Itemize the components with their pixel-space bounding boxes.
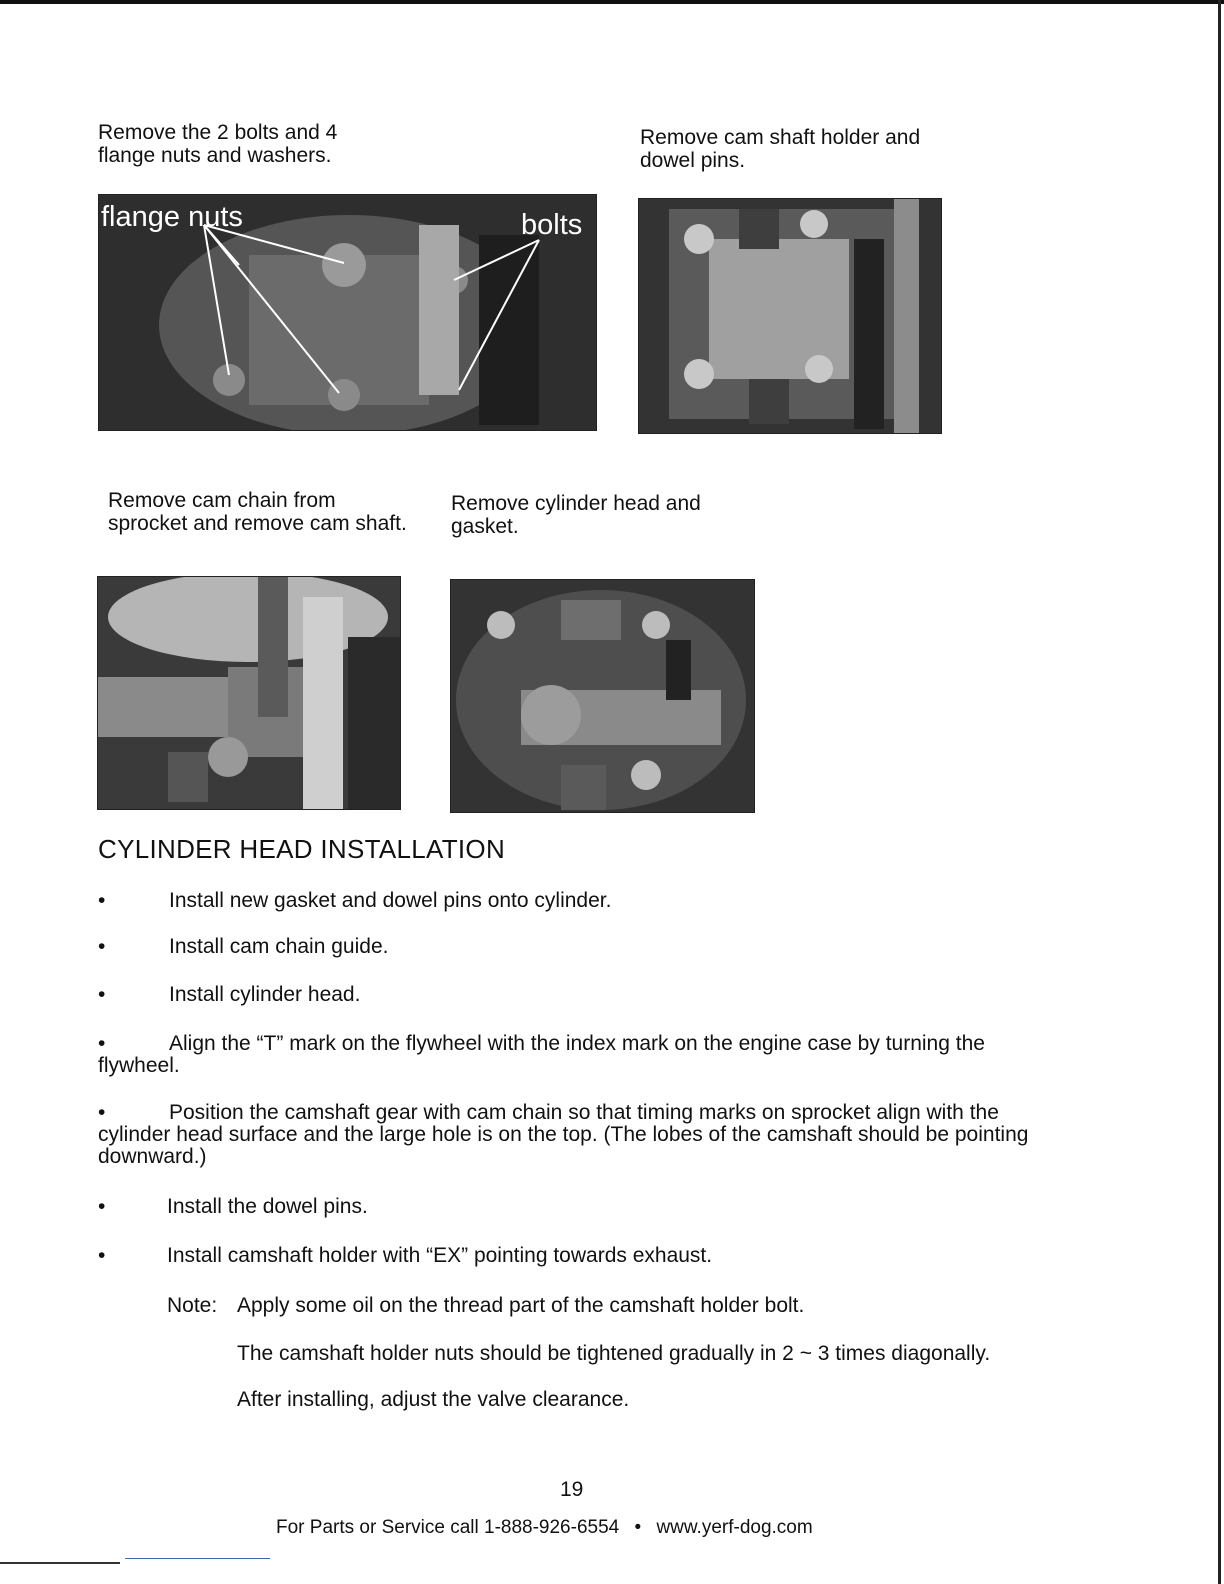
note-label: Note: bbox=[167, 1294, 218, 1317]
bottom-left-scan-mark bbox=[0, 1562, 120, 1564]
footer-separator: • bbox=[634, 1517, 642, 1538]
step-text: Align the “T” mark on the flywheel with the index mark on the engine case by turning the flywheel. bbox=[98, 1032, 985, 1077]
photo-caption-2: Remove cam shaft holder and dowel pins. bbox=[640, 126, 921, 172]
footer-parts-text: For Parts or Service call 1-888-926-6554 bbox=[276, 1517, 620, 1538]
step-text: Install camshaft holder with “EX” pointing towards exhaust. bbox=[167, 1244, 713, 1267]
footer-website-link[interactable]: www.yerf-dog.com bbox=[656, 1517, 813, 1538]
photo-flange-nuts-bolts bbox=[98, 194, 597, 431]
right-border-line bbox=[1218, 0, 1221, 1584]
step-text: Install cam chain guide. bbox=[169, 935, 389, 958]
note-line-2: The camshaft holder nuts should be tightened gradually in 2 ~ 3 times diagonally. bbox=[237, 1342, 991, 1365]
top-border-line bbox=[0, 0, 1224, 4]
photo-caption-4: Remove cylinder head and gasket. bbox=[451, 492, 701, 538]
photo-cam-shaft-holder bbox=[638, 198, 942, 434]
bullet-dot: • bbox=[98, 889, 106, 912]
bullet-dot: • bbox=[98, 935, 106, 958]
label-bolts: bolts bbox=[521, 209, 583, 241]
photo-cylinder-head-removal bbox=[450, 579, 755, 813]
photo-caption-3: Remove cam chain from sprocket and remove cam shaft. bbox=[108, 489, 407, 535]
step-5 bbox=[98, 1102, 1058, 1168]
step-text: Install new gasket and dowel pins onto cylinder. bbox=[169, 889, 612, 912]
page-number: 19 bbox=[560, 1478, 584, 1501]
step-text: Install cylinder head. bbox=[169, 983, 361, 1006]
label-flange-nuts: flange nuts bbox=[101, 201, 243, 233]
bullet-dot: • bbox=[98, 1101, 106, 1124]
bottom-left-scan-mark-2 bbox=[125, 1558, 270, 1559]
bullet-dot: • bbox=[98, 1032, 106, 1055]
bullet-dot: • bbox=[98, 983, 106, 1006]
step-text: Install the dowel pins. bbox=[167, 1195, 368, 1218]
step-text: Position the camshaft gear with cam chain so that timing marks on sprocket align with the cylinder head surface and the large hole is on the top. (The lobes of the camshaft should be pointing downward.) bbox=[98, 1101, 1029, 1168]
note-line-3: After installing, adjust the valve clearance. bbox=[237, 1388, 630, 1411]
section-title: CYLINDER HEAD INSTALLATION bbox=[98, 834, 506, 864]
bullet-dot: • bbox=[98, 1244, 106, 1267]
photo-cam-chain-removal bbox=[97, 576, 401, 810]
footer-contact bbox=[276, 1517, 813, 1539]
photo-caption-1: Remove the 2 bolts and 4 flange nuts and washers. bbox=[98, 121, 338, 167]
step-4 bbox=[98, 1033, 1058, 1077]
bullet-dot: • bbox=[98, 1195, 106, 1218]
note-line-1: Apply some oil on the thread part of the camshaft holder bolt. bbox=[237, 1294, 805, 1317]
